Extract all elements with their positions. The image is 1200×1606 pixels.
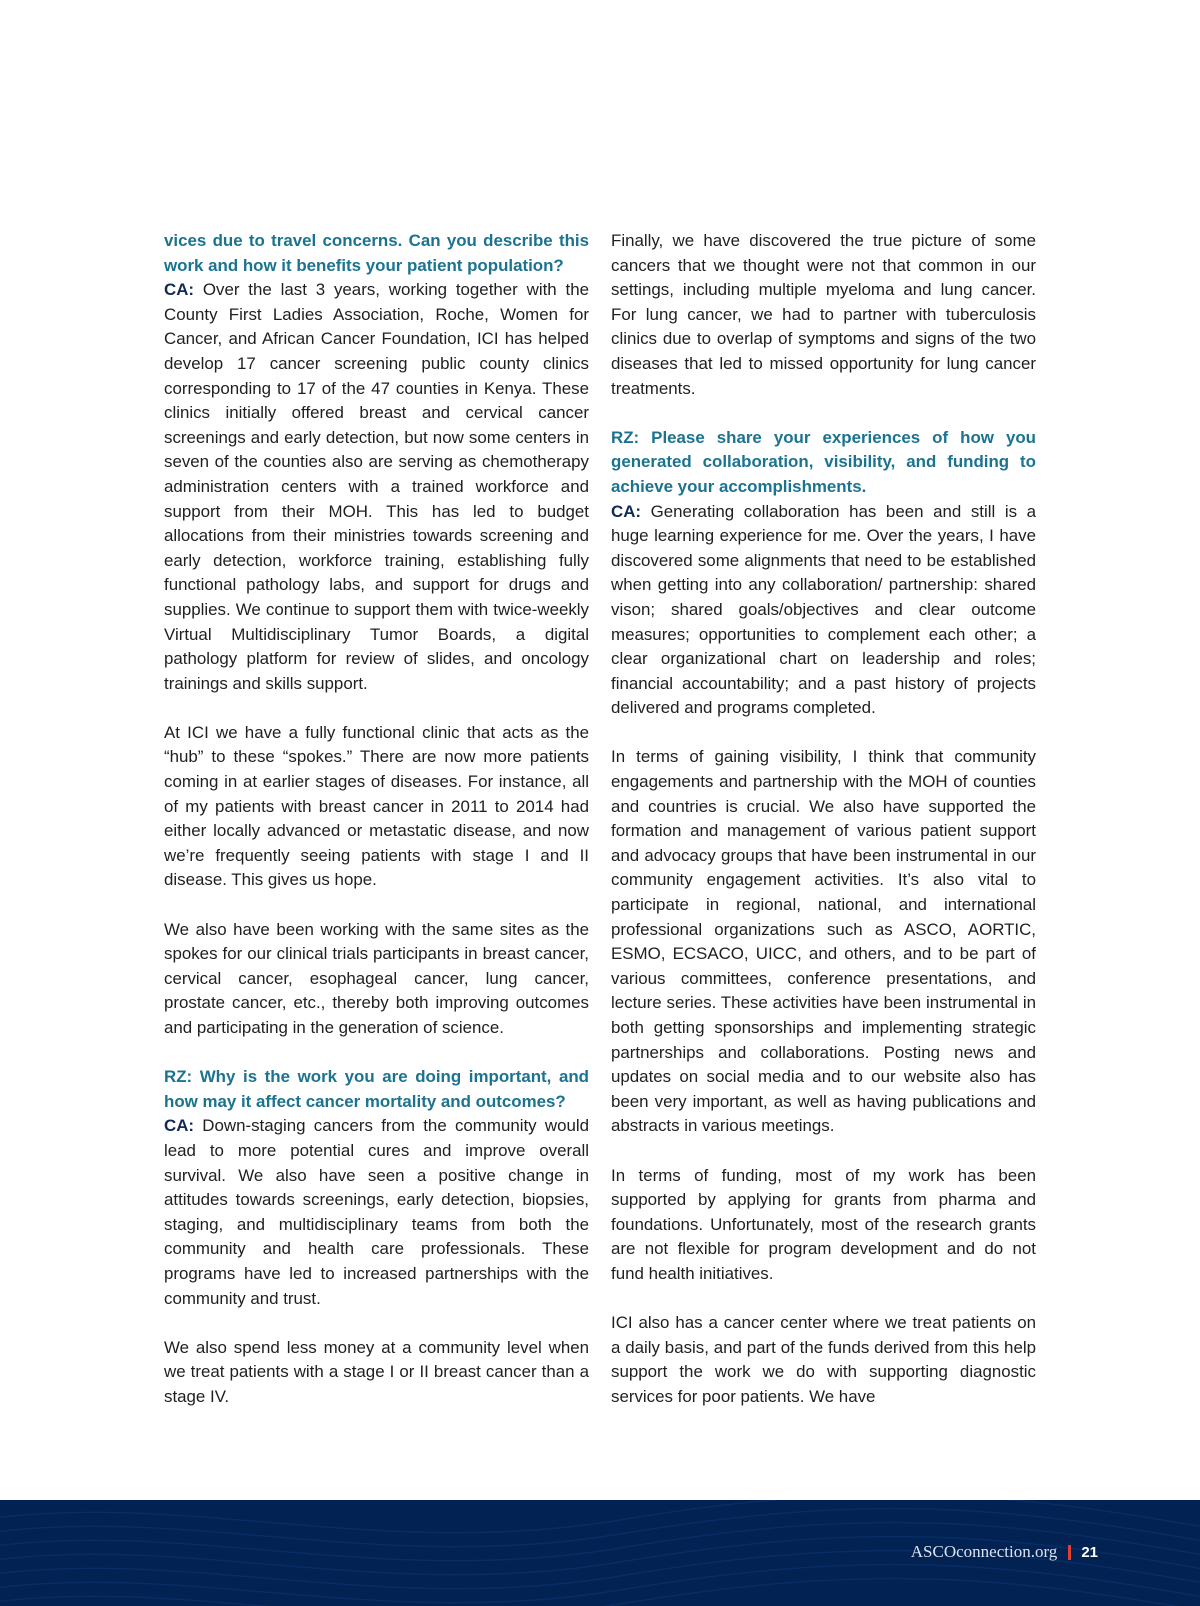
- qa-block: [611, 426, 1036, 721]
- paragraph: In terms of funding, most of my work has been supported by applying for grants from pharma and foundations. Unfortunately, most of the research grants are not flexible for program development and do not fund health initiatives.: [611, 1165, 1036, 1283]
- answer-speaker: CA:: [164, 1116, 195, 1136]
- interview-question: RZ: Please share your experiences of how you generated collaboration, visibility, and funding to achieve your accomplishments.: [611, 427, 1036, 496]
- paragraph: ICI also has a cancer center where we treat patients on a daily basis, and part of the funds derived from this help support the work we do with supporting diagnostic services for poor patients. We have: [611, 1313, 1036, 1406]
- paragraph: In terms of gaining visibility, I think that community engagements and partnership with the MOH of counties and countries is crucial. We also have supported the formation and management of various patient support and advocacy groups that have been instrumental in our community engagement activities. It’s also vital to participate in regional, national, and international professional organizations such as ASCO, AORTIC, ESMO, ECSACO, UICC, and others, and to be part of various committees, conference presentations, and lecture series. These activities have been instrumental in both getting sponsorships and implementing strategic partnerships and collaborations. Posting news and updates on social media and to our website also has been very important, as well as having publications and abstracts in various meetings.: [611, 747, 1036, 1136]
- paragraph: We also spend less money at a community level when we treat patients with a stage I or II breast cancer than a stage IV.: [164, 1337, 589, 1406]
- paragraph: We also have been working with the same sites as the spokes for our clinical trials participants in breast cancer, cervical cancer, esophageal cancer, lung cancer, prostate cancer, etc., thereby both improving outcomes and participating in the generation of science.: [164, 919, 589, 1037]
- page-number: 21: [1081, 1543, 1098, 1561]
- site-link[interactable]: ASCOconnection.org: [910, 1542, 1058, 1561]
- footer-separator: [1068, 1545, 1071, 1560]
- page-footer: [0, 1500, 1200, 1606]
- answer-speaker: CA:: [611, 501, 642, 521]
- intro-question: vices due to travel concerns. Can you describe this work and how it benefits your patient population?: [164, 231, 589, 275]
- paragraph: Finally, we have discovered the true picture of some cancers that we thought were not that common in our settings, including multiple myeloma and lung cancer. For lung cancer, we had to partner with tuberculosis clinics due to overlap of symptoms and signs of the two diseases that led to missed opportunity for lung cancer treatments.: [611, 231, 1036, 398]
- answer-speaker: CA:: [164, 280, 195, 300]
- interview-question: RZ: Why is the work you are doing important, and how may it affect cancer mortality and outcomes?: [164, 1067, 589, 1111]
- left-column: [164, 229, 589, 1469]
- article-body: [164, 229, 1036, 1469]
- answer-text: Down-staging cancers from the community would lead to more potential cures and improve overall survival. We also have seen a positive change in attitudes towards screenings, early detection, biopsies, staging, and multidisciplinary teams from both the community and health care professionals. These programs have led to increased partnerships with the community and trust.: [164, 1116, 589, 1308]
- qa-block: [164, 1065, 589, 1311]
- right-column: [611, 229, 1036, 1469]
- answer-text: Over the last 3 years, working together with the County First Ladies Association, Roche, Women for Cancer, and African Cancer Foundation, ICI has helped develop 17 cancer screening public county clinics corresponding to 17 of the 47 counties in Kenya. These clinics initially offered breast and cervical cancer screenings and early detection, but now some centers in seven of the counties also are serving as chemotherapy administration centers with a trained workforce and support from their MOH. This has led to budget allocations from their ministries towards screening and early detection, workforce training, establishing fully functional pathology labs, and support for drugs and supplies. We continue to support them with twice-weekly Virtual Multidisciplinary Tumor Boards, a digital pathology platform for review of slides, and oncology trainings and skills support.: [164, 280, 589, 693]
- paragraph: At ICI we have a fully functional clinic that acts as the “hub” to these “spokes.” There are now more patients coming in at earlier stages of diseases. For instance, all of my patients with breast cancer in 2011 to 2014 had either locally advanced or metastatic disease, and now we’re frequently seeing patients with stage I and II disease. This gives us hope.: [164, 722, 589, 890]
- answer-text: Generating collaboration has been and still is a huge learning experience for me. Over the years, I have discovered some alignments that need to be established when getting into any collaboration/ partnership: shared vison; shared goals/objectives and clear outcome measures; opportunities to complement each other; a clear organizational chart on leadership and roles; financial accountability; and a past history of projects delivered and programs completed.: [611, 501, 1036, 718]
- intro-qa: [164, 229, 589, 696]
- footer-label: [911, 1542, 1098, 1562]
